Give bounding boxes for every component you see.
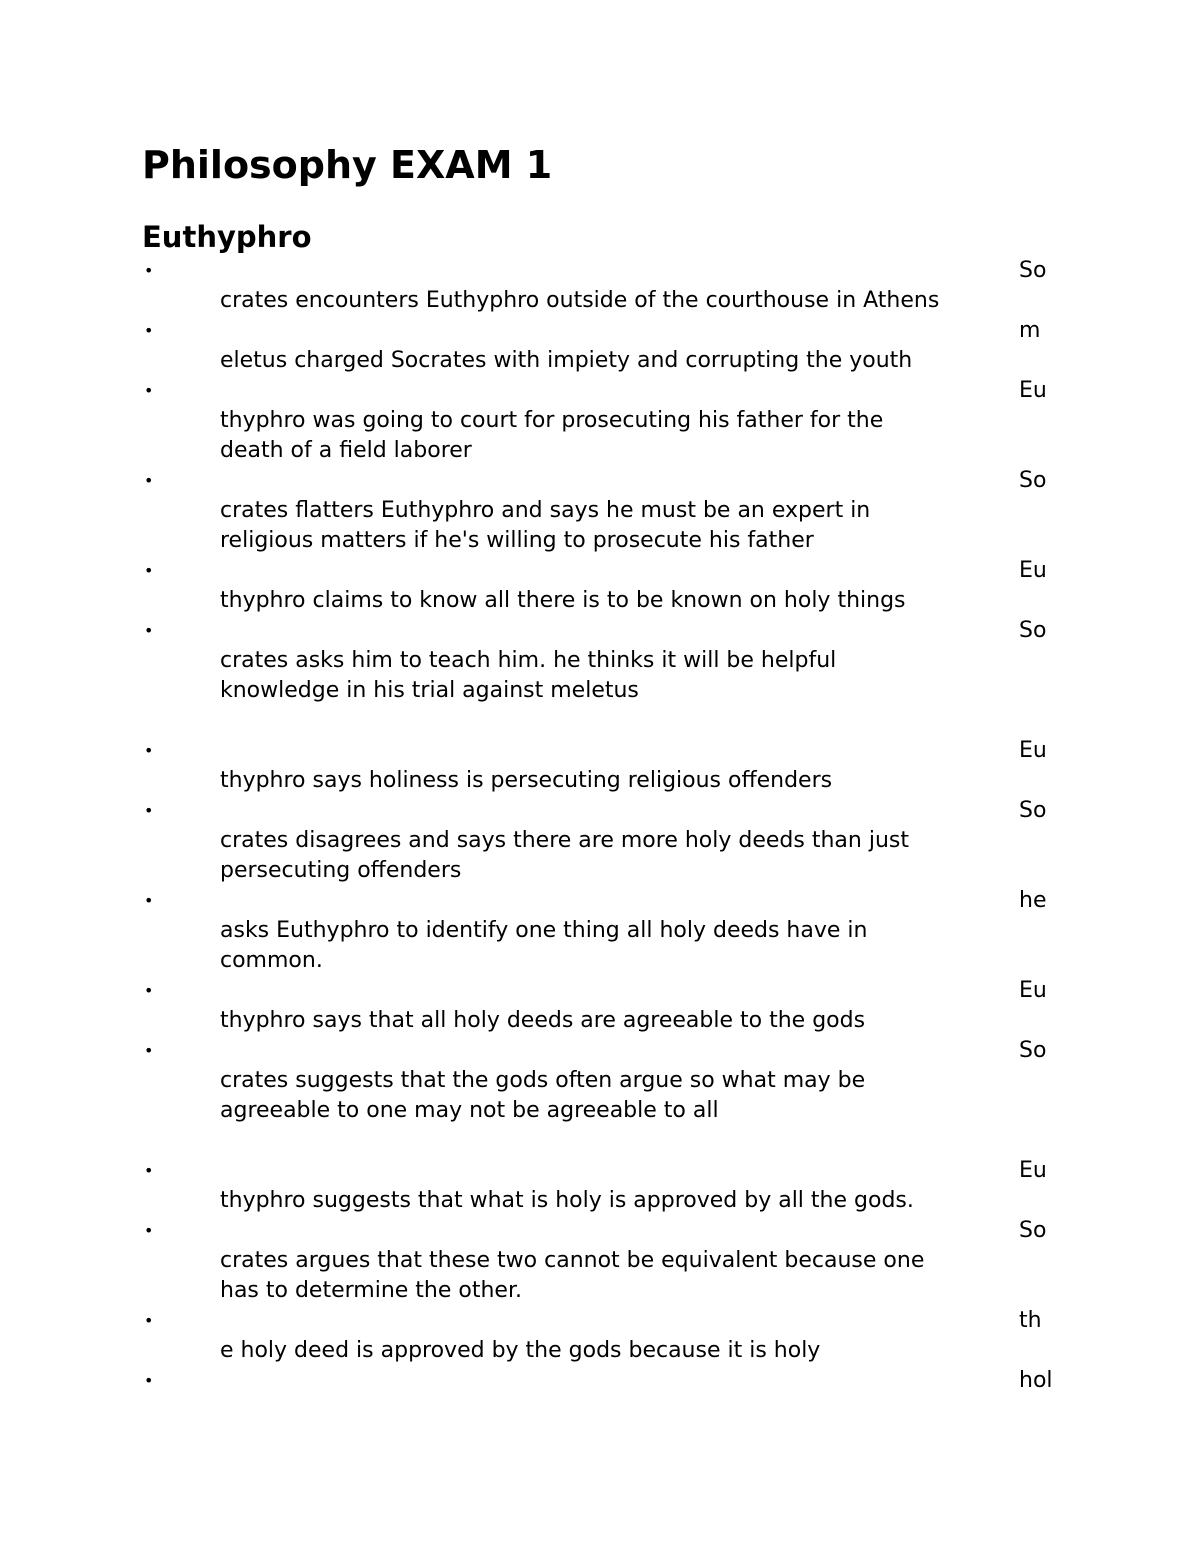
- list-item: [0, 976, 1200, 1036]
- bullet-icon: •: [144, 1161, 154, 1180]
- bullet-icon: •: [144, 801, 154, 820]
- bullet-text: thyphro says holiness is persecuting religious offenders: [220, 768, 833, 793]
- bullet-lead-text: Eu: [1019, 1158, 1047, 1183]
- bullet-icon: •: [144, 471, 154, 490]
- bullet-icon: •: [144, 1221, 154, 1240]
- bullet-lead-text: Eu: [1019, 378, 1047, 403]
- bullet-lead-text: So: [1019, 618, 1047, 643]
- list-item: [0, 376, 1200, 466]
- bullet-icon: •: [144, 891, 154, 910]
- bullet-lead-text: So: [1019, 1038, 1047, 1063]
- bullet-icon: •: [144, 741, 154, 760]
- list-item: [0, 796, 1200, 886]
- bullet-text: crates suggests that the gods often argue so what may be agreeable to one may not be agreeable to all: [220, 1068, 866, 1123]
- list-item: [0, 1366, 1200, 1396]
- document-title: Philosophy EXAM 1: [142, 143, 553, 187]
- bullet-icon: •: [144, 1311, 154, 1330]
- list-item: [0, 736, 1200, 796]
- bullet-text: eletus charged Socrates with impiety and corrupting the youth: [220, 348, 913, 373]
- list-item: [0, 1156, 1200, 1216]
- bullet-lead-text: th: [1019, 1308, 1042, 1333]
- bullet-icon: •: [144, 261, 154, 280]
- list-item: [0, 1216, 1200, 1306]
- list-item: [0, 886, 1200, 976]
- bullet-lead-text: So: [1019, 1218, 1047, 1243]
- list-item: [0, 466, 1200, 556]
- bullet-icon: •: [144, 981, 154, 1000]
- bullet-text: thyphro was going to court for prosecuting his father for the death of a field laborer: [220, 408, 884, 463]
- bullet-lead-text: he: [1019, 888, 1047, 913]
- bullet-text: asks Euthyphro to identify one thing all holy deeds have in common.: [220, 918, 868, 973]
- bullet-text: crates argues that these two cannot be equivalent because one has to determine the other.: [220, 1248, 925, 1303]
- bullet-lead-text: Eu: [1019, 738, 1047, 763]
- bullet-icon: •: [144, 561, 154, 580]
- bullet-icon: •: [144, 1041, 154, 1060]
- bullet-text: crates flatters Euthyphro and says he must be an expert in religious matters if he's willing to prosecute his father: [220, 498, 871, 553]
- list-item: [0, 616, 1200, 706]
- bullet-lead-text: hol: [1019, 1368, 1053, 1393]
- bullet-text: crates asks him to teach him. he thinks it will be helpful knowledge in his trial against meletus: [220, 648, 837, 703]
- bullet-text: e holy deed is approved by the gods because it is holy: [220, 1338, 821, 1363]
- bullet-text: crates disagrees and says there are more holy deeds than just persecuting offenders: [220, 828, 909, 883]
- list-item: [0, 556, 1200, 616]
- bullet-text: thyphro claims to know all there is to be known on holy things: [220, 588, 906, 613]
- bullet-icon: •: [144, 381, 154, 400]
- bullet-text: thyphro says that all holy deeds are agreeable to the gods: [220, 1008, 866, 1033]
- bullet-lead-text: Eu: [1019, 558, 1047, 583]
- bullet-lead-text: m: [1019, 318, 1041, 343]
- list-item: [0, 1036, 1200, 1126]
- bullet-list: [0, 256, 1200, 1396]
- bullet-icon: •: [144, 321, 154, 340]
- bullet-lead-text: So: [1019, 798, 1047, 823]
- bullet-text: crates encounters Euthyphro outside of the courthouse in Athens: [220, 288, 940, 313]
- bullet-text: thyphro suggests that what is holy is approved by all the gods.: [220, 1188, 914, 1213]
- list-item: [0, 1306, 1200, 1366]
- list-item: [0, 256, 1200, 316]
- bullet-icon: •: [144, 1371, 154, 1390]
- bullet-icon: •: [144, 621, 154, 640]
- bullet-lead-text: So: [1019, 258, 1047, 283]
- bullet-lead-text: So: [1019, 468, 1047, 493]
- section-heading: Euthyphro: [142, 220, 312, 254]
- list-item: [0, 316, 1200, 376]
- bullet-lead-text: Eu: [1019, 978, 1047, 1003]
